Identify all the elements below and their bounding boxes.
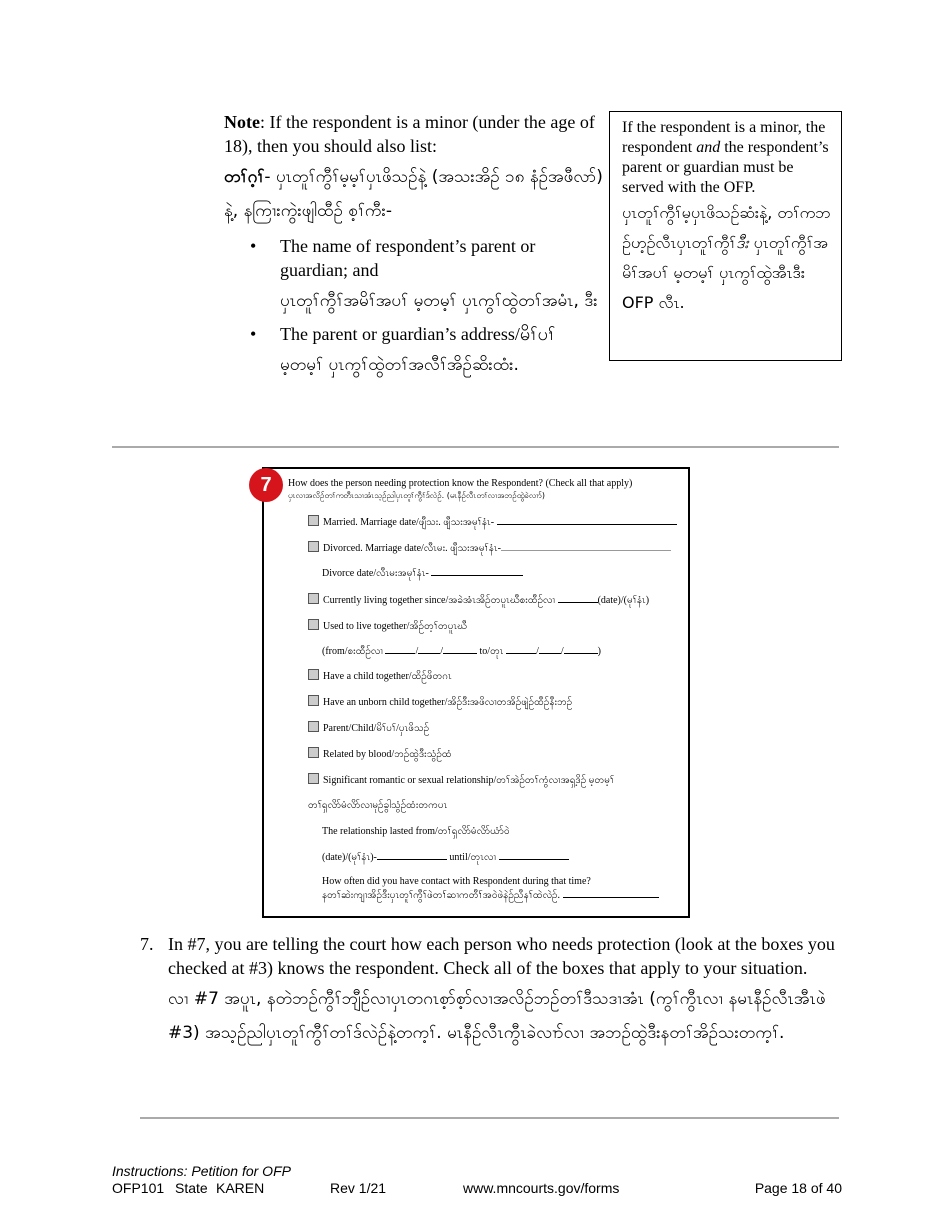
callout-en-2: the respondent’s parent or guardian must be served with the OFP. — [622, 139, 829, 196]
date-label: (date)/(မုၢ်နံၤ)- — [322, 852, 377, 863]
instruction-number: 7. — [140, 934, 154, 954]
option-label: Used to live together/အိဉ်တ့ၢ်တပူၤဃီ — [323, 621, 467, 632]
form-relationship-dates — [322, 851, 569, 864]
option-label: Married. Marriage date/ဖျီသး. ဖျီသးအမုၢ်နံၤ- — [323, 517, 495, 528]
note-karen-text: - ပှၤတူၢ်ကွီၢ်မ့မ့ၢ်ပှၤဖိသဉ်နဲ့ (အသးအိဉ် ၁၈ နံဉ်အဖီလာ်) နဲ့, နကြၢးကွဲးဖျါထီဉ် စ့ၢ်ကီး- — [224, 167, 603, 221]
service-callout-box — [609, 111, 842, 361]
instruction-kr: လၢ #7 အပူၤ, နတဲဘဉ်ကွီၢ်ဘျီဉ်လၢပှၤတဂၤစ့ာ်စ့ာ်လၢအလိဉ်ဘဉ်တၢ်ဒီသဒၢအံၤ (ကွၢ်ကွီၤလၢ နမၤနီဉ်လီၤအီၤဖဲ #3) အသ့ဉ်ညါပှၤတူၢ်ကွီၢ်တၢ်ဒ်လဲဉ်နဲ့တက့ၢ်. မၤနီဉ်လီၤကွီၤခဲလၢာ်လၢ အဘဉ်ထွဲဒီးနတၢ်အိဉ်သးတက့ၢ်. — [168, 989, 826, 1043]
option-label: Currently living together since/အခဲအံၤအိဉ်တပူၤဃီစးထီဉ်လၢ — [323, 595, 556, 606]
checkbox-icon[interactable] — [308, 695, 319, 706]
callout-kr-2: ပှၤတူၢ်ကွီၢ်အမိၢ်အပၢ် မ့တမ့ၢ် ပှၤကွၢ်ထွဲအီၤဒီး OFP လီၤ. — [622, 233, 828, 312]
note-paragraph — [224, 112, 595, 156]
form-excerpt-question-7 — [262, 467, 690, 918]
form-option-parent-child — [308, 721, 429, 735]
callout-kr-em: ဒီး — [736, 233, 749, 252]
checkbox-icon[interactable] — [308, 721, 319, 732]
bullet-item — [224, 234, 604, 318]
from-label: (from/စးထီဉ်လၢ — [322, 646, 383, 657]
instruction-en: In #7, you are telling the court how each person who needs protection (look at the boxes you checked at #3) knows the respondent. Check all of the boxes that apply to your situation. — [168, 934, 835, 978]
checkbox-icon[interactable] — [308, 773, 319, 784]
form-option-divorced — [308, 541, 671, 555]
option-label: Divorce date/လီၤမးအမုၢ်နံၤ- — [322, 568, 429, 579]
form-option-romantic — [308, 773, 614, 787]
note-bullet-list — [224, 234, 604, 382]
footer-rev: Rev 1/21 — [330, 1180, 387, 1196]
minor-note — [224, 110, 604, 386]
blank-line — [431, 567, 523, 576]
option-label: Parent/Child/မိၢ်ပၢ်/ပှၤဖိသဉ် — [323, 723, 430, 734]
form-question-kr: ပှၤလၢအလိဉ်တၢ်ကတီၤသၢအံၤသ့ဉ်ညါပှၤတူၢ်ကွီၢ်ဒ်လဲဉ်. (မၤနီဉ်လီၤတၢ်လၢအဘဉ်ထွဲခဲလၢာ်) — [288, 491, 545, 500]
form-romantic-kr: တၢ်ရှလိာ်မံလိာ်လၢမုဉ်ခွါသွံဉ်ထံးတကပၤ — [308, 800, 448, 811]
form-question-en: How does the person needing protection know the Respondent? (Check all that apply) — [288, 478, 633, 489]
form-contact-en: How often did you have contact with Respondent during that time? — [322, 876, 591, 887]
blank-line — [501, 542, 671, 551]
note-karen — [224, 160, 604, 228]
callout-karen — [622, 198, 833, 318]
footer-form-id: OFP101 — [112, 1180, 165, 1196]
option-label: Have a child together/ထိဉ်ဖိတဂၤ — [323, 671, 452, 682]
form-option-unborn-child — [308, 695, 572, 709]
checkbox-icon[interactable] — [308, 747, 319, 758]
option-label: Divorced. Marriage date/လီၤမး. ဖျီသးအမုၢ်နံၤ- — [323, 543, 501, 554]
bullet-kr: မ့တမ့ၢ် ပှၤကွၢ်ထွဲတၢ်အလီၢ်အိဉ်ဆိးထံး. — [280, 355, 519, 375]
contact-kr-label: နတၢ်ဆဲးကျၢအိဉ်ဒီးပှၤတူၢ်ကွီၢ်ဖဲတၢ်ဆၢကတီၢ်အဝဲဖဲနဲဉ်ညီနၢ်ထဲလဲဉ်. — [322, 890, 560, 901]
until-label: until/တုၤလၢ — [449, 852, 497, 863]
bullet-icon: • — [250, 324, 257, 344]
footer-line — [112, 1180, 842, 1197]
checkbox-icon[interactable] — [308, 619, 319, 630]
date-label: (date)/(မုၢ်နံၤ) — [597, 595, 650, 606]
form-option-married — [308, 515, 677, 529]
checkbox-icon[interactable] — [308, 669, 319, 680]
checkbox-icon[interactable] — [308, 515, 319, 526]
footer-lang: KAREN — [216, 1180, 265, 1196]
form-live-from-to: (from/စးထီဉ်လၢ / / to/တုၤ / / ) — [322, 646, 601, 657]
bullet-item — [224, 322, 604, 382]
checkbox-icon[interactable] — [308, 541, 319, 552]
section-divider — [112, 446, 839, 448]
footer-divider — [140, 1117, 839, 1119]
question-number-badge: 7 — [249, 468, 283, 502]
form-option-used-to-live — [308, 619, 467, 633]
option-label: Have an unborn child together/အိဉ်ဒီးအဖိလၢတအိဉ်ဖျဲဉ်ထီဉ်နီးဘဉ် — [323, 697, 573, 708]
footer-url[interactable]: www.mncourts.gov/forms — [463, 1180, 620, 1196]
form-option-child — [308, 669, 452, 683]
footer-page-number: Page 18 of 40 — [754, 1180, 842, 1196]
callout-and: and — [696, 139, 721, 156]
form-relationship-lasted: The relationship lasted from/တၢ်ရှလိာ်မံလိာ်ယံာ်ဝဲ — [322, 826, 510, 837]
option-label: Significant romantic or sexual relationship/တၢ်အဲဉ်တၢ်ကွံလၢအရှ့ဒိဉ် မ့တမ့ၢ် — [323, 775, 615, 786]
page-footer — [112, 1163, 842, 1197]
to-label: to/တုၤ — [479, 646, 504, 657]
note-text: : If the respondent is a minor (under the age of 18), then you should also list: — [224, 112, 595, 156]
footer-title: Instructions: Petition for OFP — [112, 1163, 291, 1179]
checkbox-icon[interactable] — [308, 593, 319, 604]
form-contact-kr — [322, 889, 659, 902]
note-label: Note — [224, 112, 260, 132]
instruction-body — [168, 932, 840, 1050]
callout-en-1: If the respondent is a minor, the respondent — [622, 119, 826, 156]
instruction-7 — [140, 932, 840, 1050]
note-karen-title: တၢ်ဂ့ၢ် — [224, 167, 265, 187]
footer-state: State — [175, 1180, 208, 1196]
bullet-icon: • — [250, 236, 257, 256]
form-divorce-date — [322, 567, 523, 580]
bullet-kr: ပှၤတူၢ်ကွီၢ်အမိၢ်အပၢ် မ့တမ့ၢ် ပှၤကွၢ်ထွဲတၢ်အမံၤ, ဒီး — [280, 291, 598, 311]
callout-kr-1: ပှၤတူၢ်ကွီၢ်မ့ပှၤဖိသဉ်ဆံးနဲ့, တၢ်ကဘဉ်ဟ့ဉ်လီၤပှၤတူၢ်ကွီၢ် — [622, 203, 831, 252]
blank-line — [558, 594, 598, 603]
option-label: Related by blood/ဘဉ်ထွဲဒီးသွံဉ်ထံ — [323, 749, 452, 760]
blank-line — [497, 516, 677, 525]
form-option-blood — [308, 747, 452, 761]
bullet-en: The name of respondent’s parent or guardian; and — [280, 236, 536, 280]
form-option-living-together — [308, 593, 649, 607]
bullet-en: The parent or guardian’s address/မိၢ်ပၢ် — [280, 324, 556, 344]
